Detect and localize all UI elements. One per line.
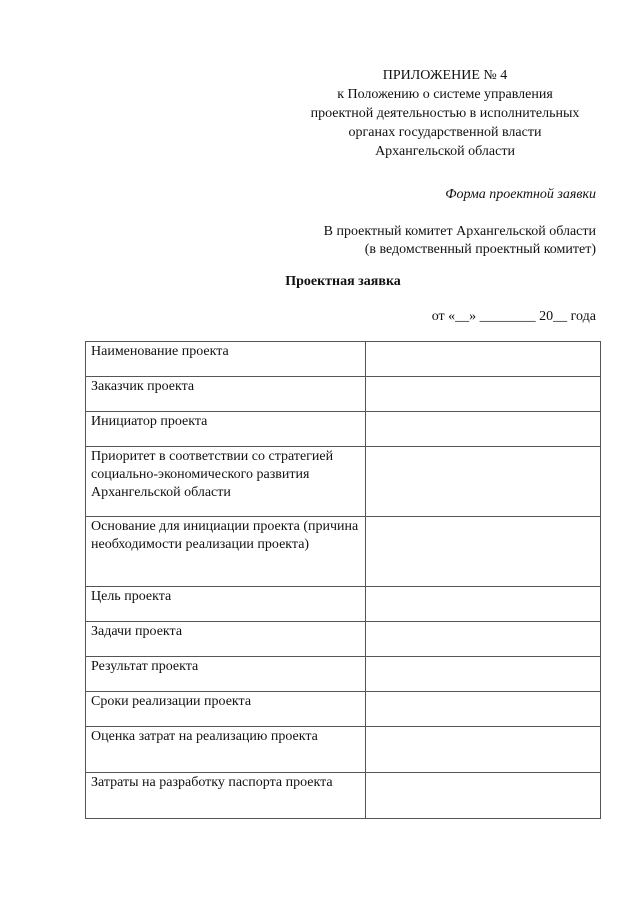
row-label: Инициатор проекта — [86, 412, 366, 447]
row-label: Сроки реализации проекта — [86, 692, 366, 727]
addressee-line: В проектный комитет Архангельской области — [323, 224, 596, 239]
row-value-field[interactable] — [366, 622, 601, 657]
row-label: Результат проекта — [86, 657, 366, 692]
row-label: Основание для инициации проекта (причина необходимости реализации проекта) — [86, 517, 366, 587]
table-row — [86, 447, 601, 517]
row-value-field[interactable] — [366, 412, 601, 447]
row-label: Заказчик проекта — [86, 377, 366, 412]
row-label: Затраты на разработку паспорта проекта — [86, 773, 366, 819]
row-label: Оценка затрат на реализацию проекта — [86, 727, 366, 773]
row-value-field[interactable] — [366, 773, 601, 819]
row-value-field[interactable] — [366, 727, 601, 773]
appendix-number: ПРИЛОЖЕНИЕ № 4 — [382, 68, 508, 83]
table-row — [86, 657, 601, 692]
date-line: от «__» ________ 20__ года — [431, 309, 596, 324]
row-value-field[interactable] — [366, 657, 601, 692]
table-row — [86, 622, 601, 657]
table-row — [86, 377, 601, 412]
form-name: Форма проектной заявки — [445, 187, 596, 202]
addressee — [280, 223, 596, 259]
row-value-field[interactable] — [366, 517, 601, 587]
row-value-field[interactable] — [366, 342, 601, 377]
row-label: Цель проекта — [86, 587, 366, 622]
appendix-line: Архангельской области — [375, 144, 515, 159]
addressee-line: (в ведомственный проектный комитет) — [364, 242, 596, 257]
table-row — [86, 412, 601, 447]
row-value-field[interactable] — [366, 587, 601, 622]
table-row — [86, 727, 601, 773]
row-label: Приоритет в соответствии со стратегией социально-экономического развития Архангельской области — [86, 447, 366, 517]
row-label: Наименование проекта — [86, 342, 366, 377]
table-row — [86, 692, 601, 727]
appendix-line: органах государственной власти — [348, 125, 542, 140]
table-row — [86, 587, 601, 622]
row-label: Задачи проекта — [86, 622, 366, 657]
document-title: Проектная заявка — [285, 274, 401, 289]
table-row — [86, 517, 601, 587]
application-table — [85, 341, 601, 819]
table-row — [86, 773, 601, 819]
appendix-header — [280, 66, 610, 161]
row-value-field[interactable] — [366, 377, 601, 412]
appendix-line: проектной деятельностью в исполнительных — [310, 106, 580, 121]
row-value-field[interactable] — [366, 692, 601, 727]
appendix-line: к Положению о системе управления — [337, 87, 553, 102]
row-value-field[interactable] — [366, 447, 601, 517]
table-row — [86, 342, 601, 377]
